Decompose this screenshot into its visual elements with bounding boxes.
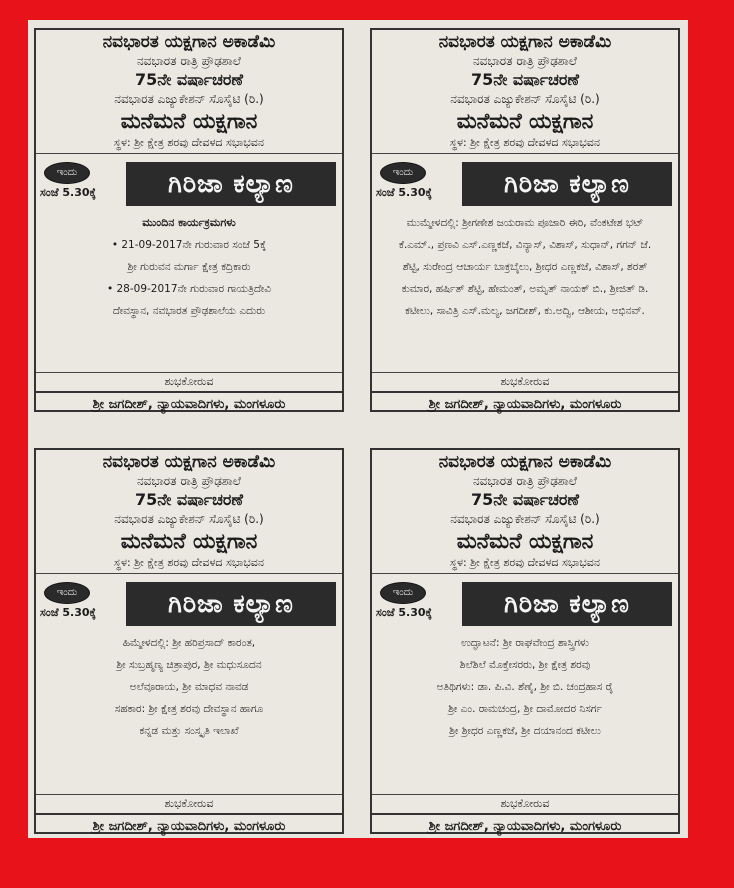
- venue: ಸ್ಥಳ: ಶ್ರೀ ಕ್ಷೇತ್ರ ಶರವು ದೇವಳದ ಸಭಾಭವನ: [372, 136, 678, 154]
- title-row: [36, 580, 342, 630]
- ad-body-line: ಶ್ರೀ ಎಂ. ರಾಮಚಂದ್ರ, ಶ್ರೀ ದಾಮೋದರ ನಿಸರ್ಗ: [448, 703, 602, 715]
- ad-body-line: ಕೆ.ಎಮ್., ಪ್ರಣವಿ ಎಸ್.ಎಣ್ಣಕಜೆ, ವಿನ್ಯಾಸ್, ವಿಶಾಸ್, ಸುಧಾನ್, ಗಗನ್ ಜೆ.: [398, 239, 652, 251]
- event-name: ಮನೆಮನೆ ಯಕ್ಷಗಾನ: [456, 529, 594, 553]
- ad-body: [36, 212, 342, 368]
- anniversary: 75ನೇ ವರ್ಷಾಚರಣೆ: [470, 490, 580, 509]
- wishes-label: ಶುಭಕೋರುವ: [372, 372, 678, 389]
- title-row: [372, 160, 678, 210]
- school-name: ನವಭಾರತ ರಾತ್ರಿ ಪ್ರೌಢಶಾಲೆ: [473, 54, 577, 68]
- ad-body-line: ಕುಮಾರ, ಹರ್ಷಿತ್ ಶೆಟ್ಟಿ, ಹೇಮಂತ್, ಅಮೃತ್ ನಾಯಕ್ ಬಿ., ಶ್ರೀಜಿತ್ ಡಿ.: [401, 283, 649, 295]
- anniversary: 75ನೇ ವರ್ಷಾಚರಣೆ: [470, 70, 580, 89]
- show-title: ಗಿರಿಜಾ ಕಲ್ಯಾಣ: [462, 162, 672, 206]
- school-name: ನವಭಾರತ ರಾತ್ರಿ ಪ್ರೌಢಶಾಲೆ: [137, 474, 241, 488]
- ad-body-line: ಅಲೆವೂರಾಯ, ಶ್ರೀ ಮಾಧವ ನಾವಡ: [129, 681, 249, 693]
- sponsor: ಶ್ರೀ ಜಗದೀಶ್, ನ್ಯಾಯವಾದಿಗಳು, ಮಂಗಳೂರು: [372, 813, 678, 837]
- ad-panel: [370, 28, 680, 412]
- ad-body-line: ಉದ್ಘಾಟನೆ: ಶ್ರೀ ರಾಘವೇಂದ್ರ ಶಾಸ್ತ್ರಿಗಳು: [461, 637, 589, 649]
- show-time: ಸಂಜೆ 5.30ಕ್ಕೆ: [376, 186, 432, 199]
- show-time: ಸಂಜೆ 5.30ಕ್ಕೆ: [40, 606, 96, 619]
- today-badge: ಇಂದು: [380, 582, 426, 604]
- venue: ಸ್ಥಳ: ಶ್ರೀ ಕ್ಷೇತ್ರ ಶರವು ದೇವಳದ ಸಭಾಭವನ: [36, 136, 342, 154]
- upcoming-heading: ಮುಂದಿನ ಕಾರ್ಯಕ್ರಮಗಳು: [142, 216, 236, 229]
- ad-body-line: ಕಟೀಲು, ಸಾವಿತ್ರಿ ಎಸ್.ಮಲ್ಯ, ಜಗದೀಶ್, ಕು.ಅದ್ವಿ, ಆಶೀಯ, ಅಭಿನವ್.: [405, 305, 645, 317]
- show-title: ಗಿರಿಜಾ ಕಲ್ಯಾಣ: [126, 582, 336, 626]
- title-row: [372, 580, 678, 630]
- ad-body-line: ಶ್ರೀ ಸುಬ್ರಹ್ಮಣ್ಯ ಚಿತ್ರಾಪುರ, ಶ್ರೀ ಮಧುಸೂದನ: [116, 659, 262, 671]
- society-name: ನವಭಾರತ ಎಜ್ಯುಕೇಶನ್ ಸೊಸೈಟಿ (ರಿ.): [450, 92, 600, 106]
- academy-name: ನವಭಾರತ ಯಕ್ಷಗಾನ ಅಕಾಡೆಮಿ: [102, 32, 276, 52]
- ad-body-line: ಅತಿಥಿಗಳು: ಡಾ. ಪಿ.ವಿ. ಶೆಣೈ, ಶ್ರೀ ಬಿ. ಚಂದ್ರಹಾಸ ರೈ: [436, 681, 614, 693]
- event-name: ಮನೆಮನೆ ಯಕ್ಷಗಾನ: [120, 529, 258, 553]
- wishes-label: ಶುಭಕೋರುವ: [36, 372, 342, 389]
- anniversary: 75ನೇ ವರ್ಷಾಚರಣೆ: [134, 490, 244, 509]
- ad-body-line: ಹಿಮ್ಮೇಳದಲ್ಲಿ: ಶ್ರೀ ಹರಿಪ್ರಸಾದ್ ಕಾರಂತ,: [122, 637, 256, 649]
- ad-body-line: • 28-09-2017ನೇ ಗುರುವಾರ ಗಾಯತ್ರಿದೇವಿ: [106, 283, 272, 295]
- ad-body-line: ಮುಮ್ಮೇಳದಲ್ಲಿ: ಶ್ರೀಗಣೇಶ ಜಯರಾಮ ಪೂಜಾರಿ ಈರಿ, ವೆಂಕಟೇಶ ಭಟ್: [406, 217, 644, 229]
- society-name: ನವಭಾರತ ಎಜ್ಯುಕೇಶನ್ ಸೊಸೈಟಿ (ರಿ.): [114, 92, 264, 106]
- show-time: ಸಂಜೆ 5.30ಕ್ಕೆ: [40, 186, 96, 199]
- school-name: ನವಭಾರತ ರಾತ್ರಿ ಪ್ರೌಢಶಾಲೆ: [473, 474, 577, 488]
- today-badge: ಇಂದು: [44, 582, 90, 604]
- wishes-label: ಶುಭಕೋರುವ: [36, 794, 342, 811]
- academy-name: ನವಭಾರತ ಯಕ್ಷಗಾನ ಅಕಾಡೆಮಿ: [438, 32, 612, 52]
- sponsor: ಶ್ರೀ ಜಗದೀಶ್, ನ್ಯಾಯವಾದಿಗಳು, ಮಂಗಳೂರು: [36, 813, 342, 837]
- venue: ಸ್ಥಳ: ಶ್ರೀ ಕ್ಷೇತ್ರ ಶರವು ದೇವಳದ ಸಭಾಭವನ: [372, 556, 678, 574]
- ad-body-line: ಕನ್ನಡ ಮತ್ತು ಸಂಸ್ಕೃತಿ ಇಲಾಖೆ: [139, 725, 239, 737]
- wishes-label: ಶುಭಕೋರುವ: [372, 794, 678, 811]
- ad-body-line: ಶಿಲೆಶಿಲೆ ಮೊಕ್ತೇಸರರು, ಶ್ರೀ ಕ್ಷೇತ್ರ ಶರವು: [459, 659, 591, 671]
- show-title: ಗಿರಿಜಾ ಕಲ್ಯಾಣ: [462, 582, 672, 626]
- academy-name: ನವಭಾರತ ಯಕ್ಷಗಾನ ಅಕಾಡೆಮಿ: [102, 452, 276, 472]
- today-badge: ಇಂದು: [380, 162, 426, 184]
- ad-body-line: ಶೆಟ್ಟಿ, ಸುರೇಂದ್ರ ಆಚಾರ್ಯ ಬಾಕ್ರಬೈಲು, ಶ್ರೀಧರ ಎಣ್ಣಕಜೆ, ವಿಶಾಸ್, ಶರತ್: [402, 261, 648, 273]
- anniversary: 75ನೇ ವರ್ಷಾಚರಣೆ: [134, 70, 244, 89]
- ad-body: [36, 632, 342, 790]
- academy-name: ನವಭಾರತ ಯಕ್ಷಗಾನ ಅಕಾಡೆಮಿ: [438, 452, 612, 472]
- school-name: ನವಭಾರತ ರಾತ್ರಿ ಪ್ರೌಢಶಾಲೆ: [137, 54, 241, 68]
- ad-body: [372, 212, 678, 368]
- event-name: ಮನೆಮನೆ ಯಕ್ಷಗಾನ: [456, 109, 594, 133]
- ad-body-line: ಸಹಕಾರ: ಶ್ರೀ ಕ್ಷೇತ್ರ ಶರವು ದೇವಸ್ಥಾನ ಹಾಗೂ: [114, 703, 264, 715]
- event-name: ಮನೆಮನೆ ಯಕ್ಷಗಾನ: [120, 109, 258, 133]
- ad-body-line: ದೇವಸ್ಥಾನ, ನವಭಾರತ ಪ್ರೌಢಶಾಲೆಯ ಎದುರು: [112, 305, 266, 317]
- today-badge: ಇಂದು: [44, 162, 90, 184]
- ad-panel: [34, 448, 344, 834]
- sponsor: ಶ್ರೀ ಜಗದೀಶ್, ನ್ಯಾಯವಾದಿಗಳು, ಮಂಗಳೂರು: [372, 391, 678, 415]
- ad-panel: [370, 448, 680, 834]
- ad-body-line: ಶ್ರೀ ಶ್ರೀಧರ ಎಣ್ಣಕಜೆ, ಶ್ರೀ ದಯಾನಂದ ಕಟೀಲು: [449, 725, 601, 737]
- society-name: ನವಭಾರತ ಎಜ್ಯುಕೇಶನ್ ಸೊಸೈಟಿ (ರಿ.): [450, 512, 600, 526]
- sponsor: ಶ್ರೀ ಜಗದೀಶ್, ನ್ಯಾಯವಾದಿಗಳು, ಮಂಗಳೂರು: [36, 391, 342, 415]
- society-name: ನವಭಾರತ ಎಜ್ಯುಕೇಶನ್ ಸೊಸೈಟಿ (ರಿ.): [114, 512, 264, 526]
- ad-body-line: ಶ್ರೀ ಗುರುವನ ಮರ್ಗಾ ಕ್ಷೇತ್ರ ಕದ್ರಿಕಾರು: [127, 261, 251, 273]
- show-title: ಗಿರಿಜಾ ಕಲ್ಯಾಣ: [126, 162, 336, 206]
- title-row: [36, 160, 342, 210]
- ad-body: [372, 632, 678, 790]
- venue: ಸ್ಥಳ: ಶ್ರೀ ಕ್ಷೇತ್ರ ಶರವು ದೇವಳದ ಸಭಾಭವನ: [36, 556, 342, 574]
- show-time: ಸಂಜೆ 5.30ಕ್ಕೆ: [376, 606, 432, 619]
- ad-panel: [34, 28, 344, 412]
- ad-body-line: • 21-09-2017ನೇ ಗುರುವಾರ ಸಂಜೆ 5ಕ್ಕೆ: [111, 239, 267, 251]
